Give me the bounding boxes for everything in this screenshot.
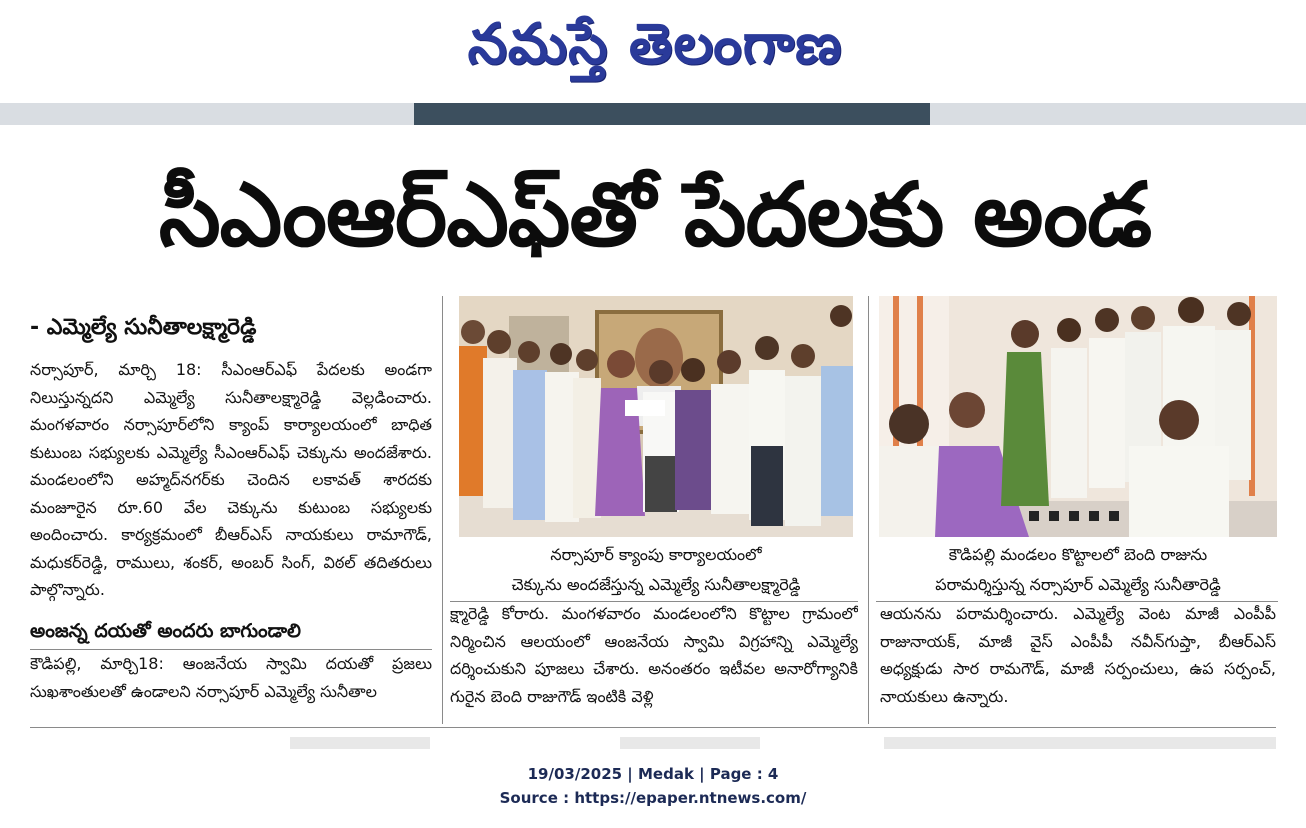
newspaper-logo: నమస్తే తెలంగాణ [467,12,843,77]
cut-off-strip-2 [620,737,760,749]
photo-camp-office-caption-line2: చెక్కును అందజేస్తున్న ఎమ్మెల్యే సునీతాలక్ష్మారెడ్డి [511,575,801,594]
column-rule-2 [868,296,869,724]
cut-off-strip-1 [290,737,430,749]
cut-off-strip-3 [884,737,1276,749]
masthead [0,0,1306,100]
column-rule-1 [442,296,443,724]
photo-kottala-visit-caption [879,540,1277,602]
header-band-accent [414,103,930,125]
photo-camp-office-caption-line1: నర్సాపూర్ క్యాంపు కార్యాలయంలో [550,545,762,564]
page-bottom-rule [30,727,1276,728]
photo-camp-office [459,296,853,537]
footer-source: Source : https://epaper.ntnews.com/ [499,789,807,807]
photo-camp-office-caption [459,540,853,602]
article-paragraph-2: కౌడిపల్లి, మార్చి18: ఆంజనేయ స్వామి దయతో ప్రజలు సుఖశాంతులతో ఉండాలని నర్సాపూర్ ఎమ్మెల్యే సునీతాల [30,654,432,701]
page-footer [0,762,1306,812]
article-paragraph-3: క్ష్మారెడ్డి కోరారు. మంగళవారం మండలంలోని కొట్టాల గ్రామంలో నిర్మించిన ఆలయంలో ఆంజనేయ స్వామి విగ్రహాన్ని ఎమ్మెల్యే దర్శించుకుని పూజలు చేశారు. అనంతరం ఇటీవల అనారోగ్యానికి గురైన బెంది రాజుగౌడ్ ఇంటికి వెళ్లి [450,604,858,706]
article-subhead: అంజన్న దయతో అందరు బాగుండాలి [30,620,301,642]
photo-kottala-visit [879,296,1277,537]
photo-kottala-visit-image [879,296,1277,537]
photo-camp-office-image [459,296,853,537]
article-byline: - ఎమ్మెల్యే సునీతాలక్ష్మారెడ్డి [30,315,257,340]
photo-kottala-visit-caption-line2: పరామర్శిస్తున్న నర్సాపూర్ ఎమ్మెల్యే సునీతారెడ్డి [935,575,1221,594]
article-paragraph-4: ఆయనను పరామర్శించారు. ఎమ్మెల్యే వెంట మాజీ ఎంపీపీ రాజునాయక్, మాజీ వైస్ ఎంపీపీ నవీన్‌గుప్తా, బీఆర్ఎస్ అధ్యక్షుడు సార రామగౌడ్, మాజీ సర్పంచులు, ఉప సర్పంచ్, నాయకులు ఉన్నారు. [880,604,1276,706]
photo-kottala-visit-caption-line1: కౌడిపల్లి మండలం కొట్టాలలో బెంది రాజును [948,545,1208,564]
article-paragraph-1: నర్సాపూర్, మార్చి 18: సీఎంఆర్ఎఫ్ పేదలకు అండగా నిలుస్తున్నదని ఎమ్మెల్యే సునీతాలక్ష్మారెడ్డి వెల్లడించారు. మంగళవారం నర్సాపూర్‌లోని క్యాంప్ కార్యాలయంలో బాధిత కుటుంబ సభ్యులకు ఎమ్మెల్యే సీఎంఆర్ఎఫ్ చెక్కును అందజేశారు. మండలంలోని అహ్మద్‌నగర్‌కు చెందిన లకావత్ శారదకు మంజూరైన రూ.60 వేల చెక్కును కుటుంబ సభ్యులకు అందించారు. కార్యక్రమంలో బీఆర్ఎస్ నాయకులు రామాగౌడ్, మధుకర్‌రెడ్డి, రాములు, శంకర్, అంబర్ సింగ్, విఠల్ తదితరులు పాల్గొన్నారు. [30,360,432,599]
footer-edition-info: 19/03/2025 | Medak | Page : 4 [527,765,779,783]
article-headline: సీఎంఆర్‌ఎఫ్‌తో పేదలకు అండ [158,163,1152,266]
